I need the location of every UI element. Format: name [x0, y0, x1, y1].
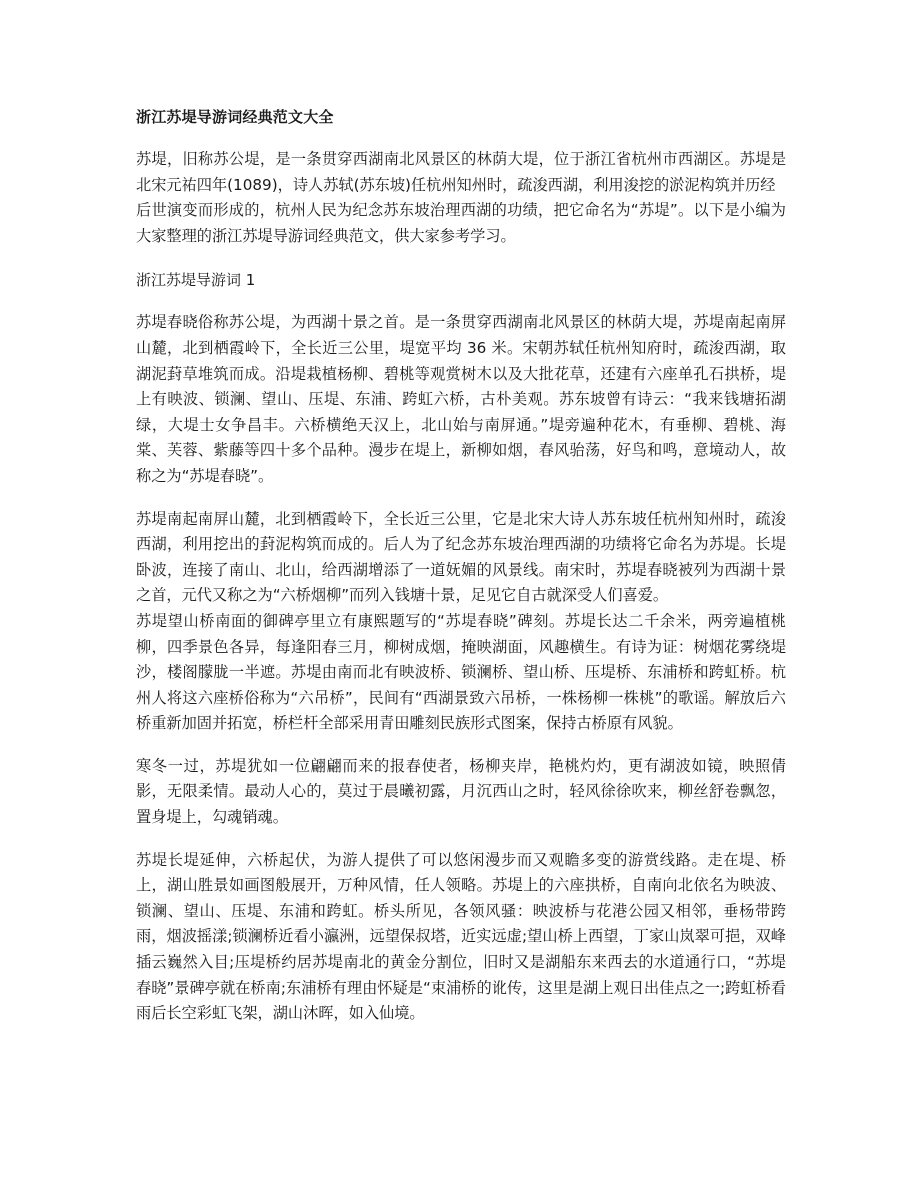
body-paragraph-2: 苏堤南起南屏山麓，北到栖霞岭下，全长近三公里，它是北宋大诗人苏东坡任杭州知州时，疏浚西湖，利用挖出的葑泥构筑而成的。后人为了纪念苏东坡治理西湖的功绩将它命名为苏堤。长堤卧波，连接了南山、北山，给西湖增添了一道妩媚的风景线。南宋时，苏堤春晓被列为西湖十景之首，元代又称之为“六桥烟柳”而列入钱塘十景，足见它自古就深受人们喜爱。: [136, 509, 786, 605]
section-heading: 浙江苏堤导游词 1: [136, 271, 256, 290]
document-title: 浙江苏堤导游词经典范文大全: [136, 108, 334, 126]
body-paragraph-5: 苏堤长堤延伸，六桥起伏，为游人提供了可以悠闲漫步而又观瞻多变的游赏线路。走在堤、桥上，湖山胜景如画图般展开，万种风情，任人领略。苏堤上的六座拱桥，自南向北依名为映波、锁澜、望山、压堤、东浦和跨虹。桥头所见，各领风骚：映波桥与花港公园又相邻，垂杨带跨雨，烟波摇漾;锁澜桥近看小瀛洲，远望保叔塔，近实远虚;望山桥上西望，丁家山岚翠可挹，双峰插云巍然入目;压堤桥约居苏堤南北的黄金分割位，旧时又是湖船东来西去的水道通行口，“苏堤春晓”景碑亭就在桥南;东浦桥有理由怀疑是“束浦桥的讹传，这里是湖上观日出佳点之一;跨虹桥看雨后长空彩虹飞架，湖山沐晖，如入仙境。: [136, 850, 786, 1023]
document-page: [136, 104, 786, 1027]
body-paragraph-4: 寒冬一过，苏堤犹如一位翩翩而来的报春使者，杨柳夹岸，艳桃灼灼，更有湖波如镜，映照倩影，无限柔情。最动人心的，莫过于晨曦初露，月沉西山之时，轻风徐徐吹来，柳丝舒卷飘忽，置身堤上，勾魂销魂。: [136, 756, 786, 827]
intro-paragraph-2: 后世演变而形成的，杭州人民为纪念苏东坡治理西湖的功绩，把它命名为“苏堤”。以下是小编为大家整理的浙江苏堤导游词经典范文，供大家参考学习。: [136, 201, 786, 245]
intro-paragraph-1: 苏堤，旧称苏公堤，是一条贯穿西湖南北风景区的林荫大堤，位于浙江省杭州市西湖区。苏堤是北宋元祐四年(1089)，诗人苏轼(苏东坡)任杭州知州时，疏浚西湖，利用浚挖的淤泥构筑并历经: [136, 150, 786, 194]
body-paragraph-3: 苏堤望山桥南面的御碑亭里立有康熙题写的“苏堤春晓”碑刻。苏堤长达二千余米，两旁遍植桃柳，四季景色各异，每逢阳春三月，柳树成烟，掩映湖面，风趣横生。有诗为证：树烟花雾绕堤沙，楼阁朦胧一半遮。苏堤由南而北有映波桥、锁澜桥、望山桥、压堤桥、东浦桥和跨虹桥。杭州人将这六座桥俗称为“六吊桥”，民间有“西湖景致六吊桥，一株杨柳一株桃”的歌谣。解放后六桥重新加固并拓宽，桥栏杆全部采用青田雕刻民族形式图案，保持古桥原有风貌。: [136, 611, 786, 733]
body-paragraph-1: 苏堤春晓俗称苏公堤，为西湖十景之首。是一条贯穿西湖南北风景区的林荫大堤，苏堤南起南屏山麓，北到栖霞岭下，全长近三公里，堤宽平均 36 米。宋朝苏轼任杭州知府时，疏浚西湖，取湖泥葑草堆筑而成。沿堤栽植杨柳、碧桃等观赏树木以及大批花草，还建有六座单孔石拱桥，堤上有映波、锁澜、望山、压堤、东浦、跨虹六桥，古朴美观。苏东坡曾有诗云：“我来钱塘拓湖绿，大堤士女争昌丰。六桥横绝天汉上，北山始与南屏通。”堤旁遍种花木，有垂柳、碧桃、海棠、芙蓉、紫藤等四十多个品种。漫步在堤上，新柳如烟，春风骀荡，好鸟和鸣，意境动人，故称之为“苏堤春晓”。: [136, 313, 786, 485]
